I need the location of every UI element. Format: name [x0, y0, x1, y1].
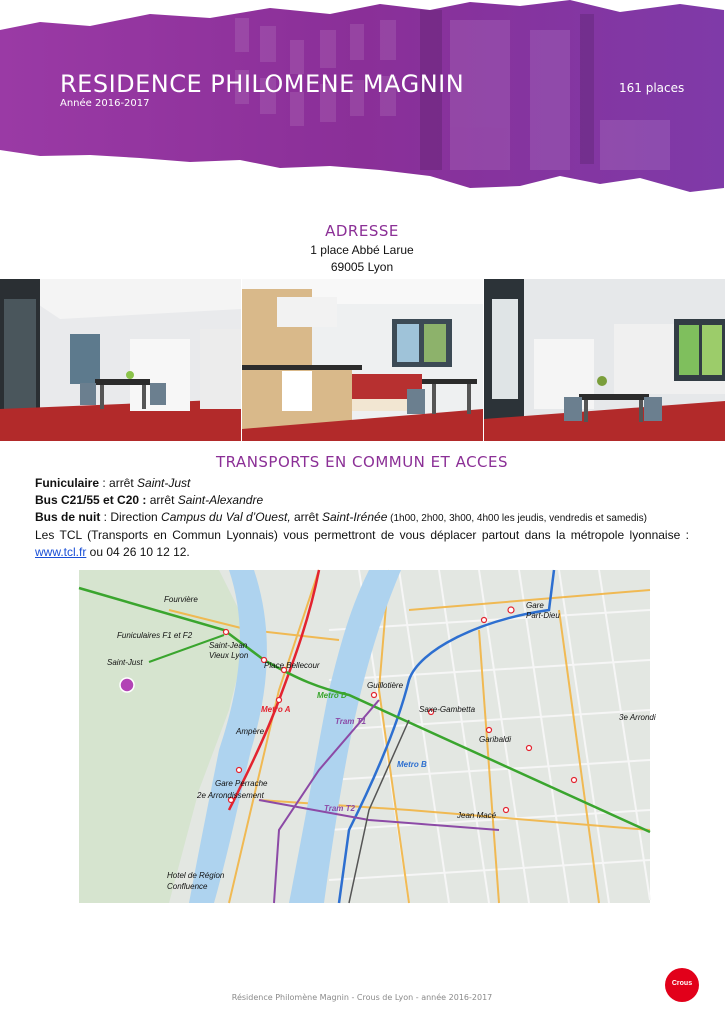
crous-logo [665, 968, 699, 1002]
map-label-saxe-gambetta: Saxe-Gambetta [419, 705, 476, 714]
map-label-tram-t1: Tram T1 [335, 717, 366, 726]
page-subtitle: Année 2016-2017 [60, 98, 150, 109]
map-label-fourviere: Fourvière [164, 595, 198, 604]
map-label-hotel-region-1: Hotel de Région [167, 871, 225, 880]
room-photo-kitchen-bedroom [242, 279, 483, 441]
map-label-funiculaires: Funiculaires F1 et F2 [117, 631, 193, 640]
tcl-contact-row [35, 544, 689, 561]
address-line-1: 1 place Abbé Larue [310, 243, 414, 257]
address-line-2: 69005 Lyon [330, 260, 394, 274]
funiculaire-stop: Saint-Just [137, 476, 191, 490]
map-label-jean-mace: Jean Macé [457, 811, 497, 820]
map-label-metro-d: Metro D [317, 691, 347, 700]
bus-label: Bus C21/55 et C20 : [35, 493, 147, 507]
transport-info [35, 475, 689, 561]
map-label-saint-jean: Saint-Jean [209, 641, 248, 650]
map-label-gare-perrache: Gare Perrache [215, 779, 268, 788]
page-footer: Résidence Philomène Magnin - Crous de Lyon - année 2016-2017 [231, 993, 493, 1002]
tcl-phone: ou 04 26 10 12 12. [86, 545, 190, 559]
night-bus-stop: Saint-Irénée [322, 510, 388, 524]
night-bus-text: : Direction [100, 510, 162, 524]
night-bus-text-2: arrêt [290, 510, 322, 524]
map-label-place-bellecour: Place Bellecour [264, 661, 320, 670]
tcl-text: Les TCL (Transports en Commun Lyonnais) vous permettront de vous déplacer partout dans la métropole lyonnaise : [35, 528, 689, 542]
map-label-gare-2: Part-Dieu [526, 611, 560, 620]
map-label-metro-b: Metro B [397, 760, 427, 769]
map-label-arrondissement: 2e Arrondissement [197, 791, 264, 800]
funiculaire-label: Funiculaire [35, 476, 100, 490]
crous-logo-text: Crous [671, 980, 693, 987]
funiculaire-row [35, 475, 689, 492]
night-bus-row [35, 509, 689, 527]
night-bus-hours: (1h00, 2h00, 3h00, 4h00 les jeudis, vendredis et samedis) [387, 513, 647, 524]
residence-marker-icon [120, 678, 134, 692]
address-heading: ADRESSE [325, 222, 399, 240]
page-title: RESIDENCE PHILOMENE MAGNIN [60, 70, 465, 98]
map-label-ampere: Ampère [236, 727, 265, 736]
photo-strip [0, 279, 724, 441]
map-label-saint-just: Saint-Just [107, 658, 143, 667]
map-label-vieux-lyon: Vieux Lyon [209, 651, 249, 660]
night-bus-direction: Campus du Val d’Ouest, [161, 510, 291, 524]
transport-heading: TRANSPORTS EN COMMUN ET ACCES [215, 453, 509, 471]
bus-row [35, 492, 689, 509]
map-label-metro-a: Metro A [261, 705, 291, 714]
room-photo-living-area [0, 279, 241, 441]
map-label-arr3: 3e Arrondi [619, 713, 656, 722]
transport-map [79, 570, 656, 903]
tcl-link[interactable]: www.tcl.fr [35, 545, 87, 559]
places-count: 161 places [619, 81, 685, 95]
room-photo-dining-area [484, 279, 725, 441]
map-label-hotel-region-2: Confluence [167, 882, 208, 891]
night-bus-label: Bus de nuit [35, 510, 101, 524]
map-label-tram-t2: Tram T2 [324, 804, 355, 813]
map-label-garibaldi: Garibaldi [479, 735, 512, 744]
map-label-guillotiere: Guillotière [367, 681, 404, 690]
funiculaire-text: : arrêt [99, 476, 138, 490]
bus-stop: Saint-Alexandre [177, 493, 264, 507]
map-label-gare-1: Gare [526, 601, 544, 610]
bus-text: arrêt [146, 493, 178, 507]
